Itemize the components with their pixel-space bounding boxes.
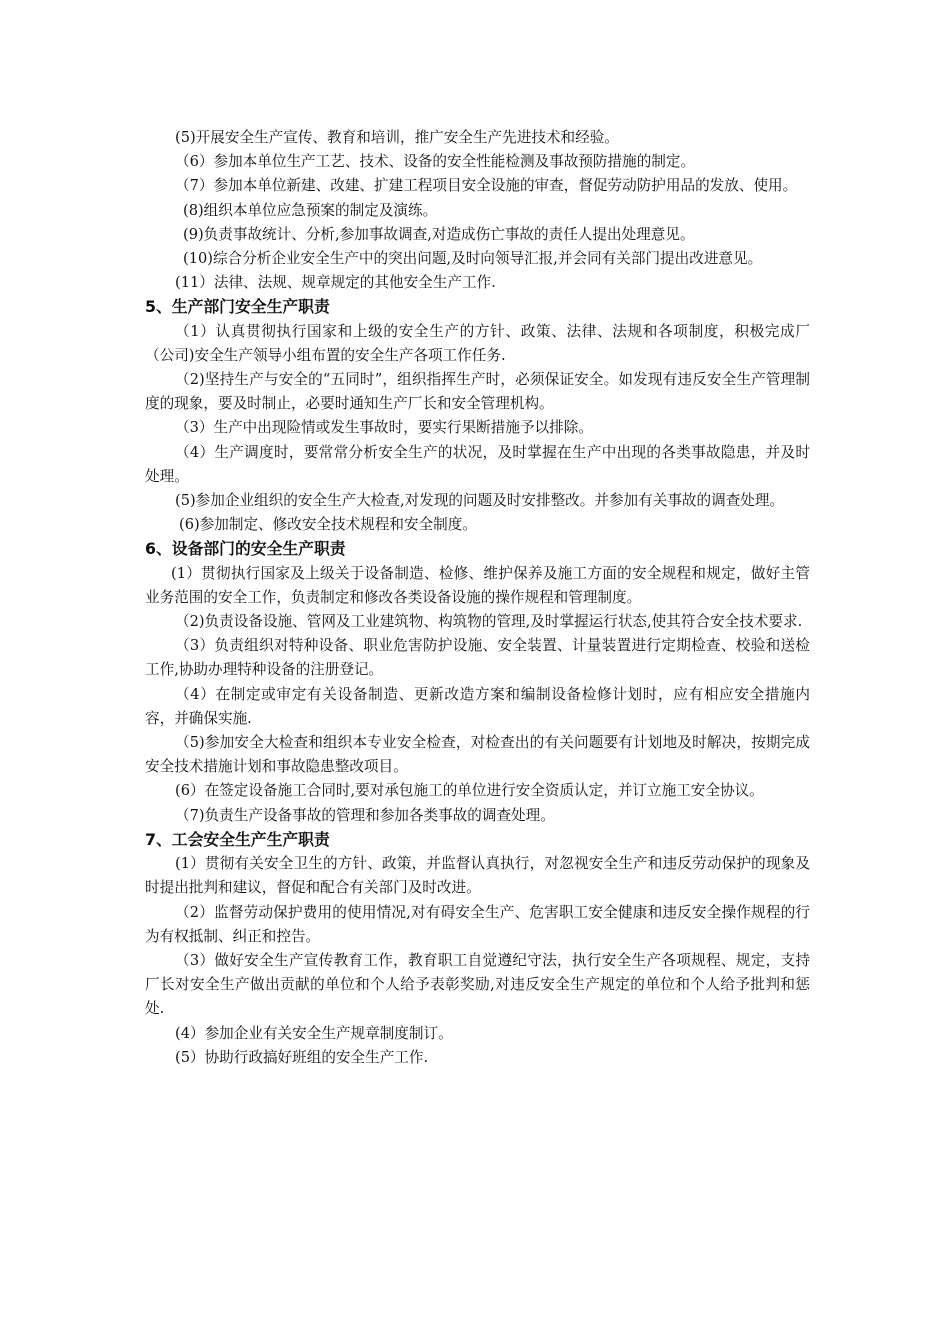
section-heading-5: 5、生产部门安全生产职责 [145,297,330,317]
paragraph-s0-7: （7）参加本单位新建、改建、扩建工程项目安全设施的审查，督促劳动防护用品的发放、使用。 [175,177,798,195]
paragraph-s0-5: (5)开展安全生产宣传、教育和培训，推广安全生产先进技术和经验。 [175,129,619,146]
section-heading-6: 6、设备部门的安全生产职责 [145,539,346,559]
section-heading-7: 7、工会安全生产生产职责 [145,829,330,849]
paragraph-s5-2: （2)坚持生产与安全的“五同时”，组织指挥生产时，必须保证安全。如发现有违反安全生产管理制度的现象，要及时制止，必要时通知生产厂长和安全管理机构。 [145,371,810,413]
paragraph-s6-6: (6）在签定设备施工合同时,要对承包施工的单位进行安全资质认定，并订立施工安全协议。 [175,782,764,800]
paragraph-s5-3: （3）生产中出现险情或发生事故时，要实行果断措施予以排除。 [175,419,593,437]
paragraph-s5-1: （1）认真贯彻执行国家和上级的安全生产的方针、政策、法律、法规和各项制度，积极完成厂（公司)安全生产领导小组布置的安全生产各项工作任务. [145,322,810,364]
paragraph-s7-3: （3）做好安全生产宣传教育工作，教育职工自觉遵纪守法，执行安全生产各项规程、规定，支持厂长对安全生产做出贡献的单位和个人给予表彰奖励,对违反安全生产规定的单位和个人给予批判和惩处. [145,951,810,1018]
paragraph-s6-7: （7)负责生产设备事故的管理和参加各类事故的调查处理。 [175,806,555,824]
paragraph-s7-1: (1）贯彻有关安全卫生的方针、政策，并监督认真执行，对忽视安全生产和违反劳动保护的现象及时提出批判和建议，督促和配合有关部门及时改进。 [145,855,810,897]
paragraph-s0-11: (11）法律、法规、规章规定的其他安全生产工作. [175,274,496,292]
paragraph-s5-6: (6)参加制定、修改安全技术规程和安全制度。 [179,516,477,534]
paragraph-s0-6: （6）参加本单位生产工艺、技术、设备的安全性能检测及事故预防措施的制定。 [175,153,696,171]
paragraph-s6-2: （2)负责设备设施、管网及工业建筑物、构筑物的管理,及时掌握运行状态,使其符合安全技术要求. [175,613,803,631]
paragraph-s0-9: (9)负责事故统计、分析,参加事故调查,对造成伤亡事故的责任人提出处理意见。 [183,225,695,243]
paragraph-s6-4: （4）在制定或审定有关设备制造、更新改造方案和编制设备检修计划时，应有相应安全措施内容，并确保实施. [145,685,810,727]
paragraph-s7-2: （2）监督劳动保护费用的使用情况,对有碍安全生产、危害职工安全健康和违反安全操作规程的行为有权抵制、纠正和控告。 [145,903,810,945]
paragraph-s6-3: （3）负责组织对特种设备、职业危害防护设施、安全装置、计量装置进行定期检查、校验和送检工作,协助办理特种设备的注册登记。 [145,637,810,679]
document-body [145,126,810,1070]
paragraph-s0-10: (10)综合分析企业安全生产中的突出问题,及时向领导汇报,并会同有关部门提出改进意见。 [183,250,763,268]
paragraph-s7-5: (5）协助行政搞好班组的安全生产工作. [175,1048,429,1066]
paragraph-s7-4: (4）参加企业有关安全生产规章制度制订。 [175,1024,453,1042]
paragraph-s5-5: (5)参加企业组织的安全生产大检查,对发现的问题及时安排整改。并参加有关事故的调查处理。 [175,492,785,510]
paragraph-s0-8: (8)组织本单位应急预案的制定及演练。 [183,201,438,219]
paragraph-s5-4: （4）生产调度时，要常常分析安全生产的状况，及时掌握在生产中出现的各类事故隐患，并及时处理。 [145,443,810,485]
paragraph-s6-5: （5)参加安全大检查和组织本专业安全检查，对检查出的有关问题要有计划地及时解决，按期完成安全技术措施计划和事故隐患整改项目。 [145,734,810,776]
paragraph-s6-1: (1）贯彻执行国家及上级关于设备制造、检修、维护保养及施工方面的安全规程和规定，做好主管业务范围的安全工作，负责制定和修改各类设备设施的操作规程和管理制度。 [145,564,810,606]
